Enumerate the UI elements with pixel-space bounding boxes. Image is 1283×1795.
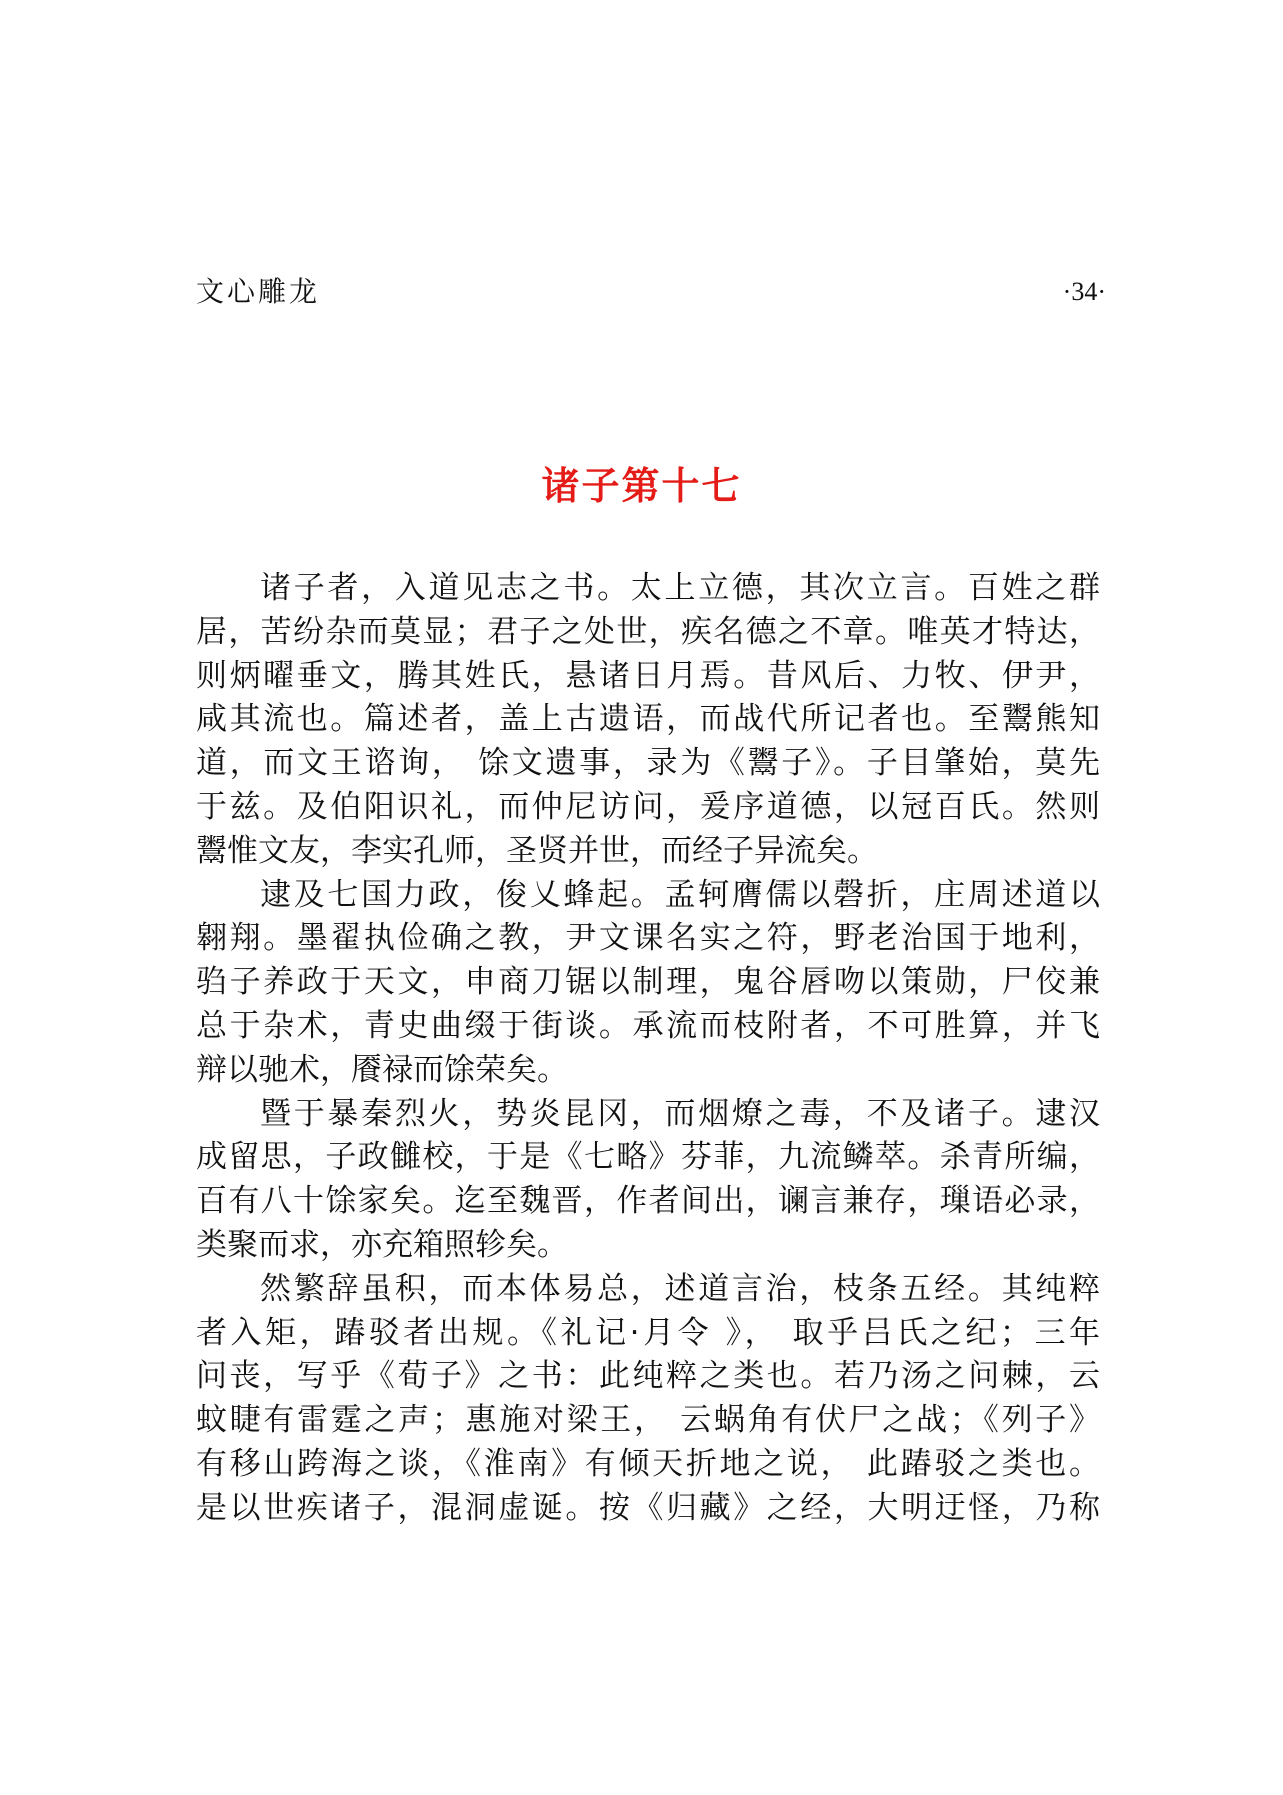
text-line: 辩以驰术，餍禄而馀荣矣。 [196,1051,568,1088]
text-line: 总于杂术，青史曲缀于街谈。承流而枝附者，不可胜算，并飞 [196,1007,1100,1044]
text-line: 居，苦纷杂而莫显；君子之处世，疾名德之不章。唯英才特达， [196,613,1100,650]
chapter-title: 诸子第十七 [541,464,742,508]
text-line: 暨于暴秦烈火，势炎昆冈，而烟燎之毒，不及诸子。逮汉 [260,1095,1100,1132]
text-line: 驺子养政于天文，申商刀锯以制理，鬼谷唇吻以策勋，尸佼兼 [196,964,1100,1001]
paragraph-4 [196,1268,1100,1531]
book-title: 文心雕龙 [196,275,321,308]
text-line: 于兹。及伯阳识礼，而仲尼访问，爰序道德，以冠百氏。然则 [196,788,1100,825]
body-text [196,567,1100,1531]
paragraph-2 [196,874,1100,1093]
text-line: 百有八十馀家矣。迄至魏晋，作者间出，谰言兼存，璅语必录， [196,1183,1100,1220]
text-line: 然繁辞虽积，而本体易总，述道言治，枝条五经。其纯粹 [260,1270,1100,1307]
text-line: 咸其流也。篇述者，盖上古遗语，而战代所记者也。至鬻熊知 [196,701,1100,738]
text-line: 蚊睫有雷霆之声；惠施对梁王， 云蜗角有伏尸之战；《列子》 [196,1402,1100,1439]
text-line: 逮及七国力政，俊乂蜂起。孟轲膺儒以磬折，庄周述道以 [260,876,1100,913]
text-line: 类聚而求，亦充箱照轸矣。 [196,1226,568,1263]
paragraph-3 [196,1093,1100,1268]
text-line: 有移山跨海之谈，《淮南》有倾天折地之说， 此踳驳之类也。 [196,1445,1100,1482]
text-line: 鬻惟文友，李实孔师，圣贤并世，而经子异流矣。 [196,832,878,869]
text-line: 翱翔。墨翟执俭确之教，尹文课名实之符，野老治国于地利， [196,920,1100,957]
text-line: 成留思，子政雠校，于是《七略》芬菲，九流鳞萃。杀青所编， [196,1139,1100,1176]
text-line: 则炳曜垂文，腾其姓氏，悬诸日月焉。昔风后、力牧、伊尹， [196,657,1100,694]
text-line: 诸子者，入道见志之书。太上立德，其次立言。百姓之群 [260,570,1100,606]
paragraph-1 [196,567,1100,874]
text-line: 者入矩，踳驳者出规。《礼记·月令 》， 取乎吕氏之纪；三年 [196,1314,1100,1351]
text-line: 是以世疾诸子，混洞虚诞。按《归藏》之经，大明迂怪，乃称 [196,1489,1100,1526]
text-line: 道，而文王谘询， 馀文遗事，录为《鬻子》。子目肇始，莫先 [196,745,1100,782]
page-number: ·34· [1062,277,1106,306]
running-head [196,272,1106,312]
text-line: 问丧，写乎《荀子》之书：此纯粹之类也。若乃汤之问棘，云 [196,1358,1100,1395]
